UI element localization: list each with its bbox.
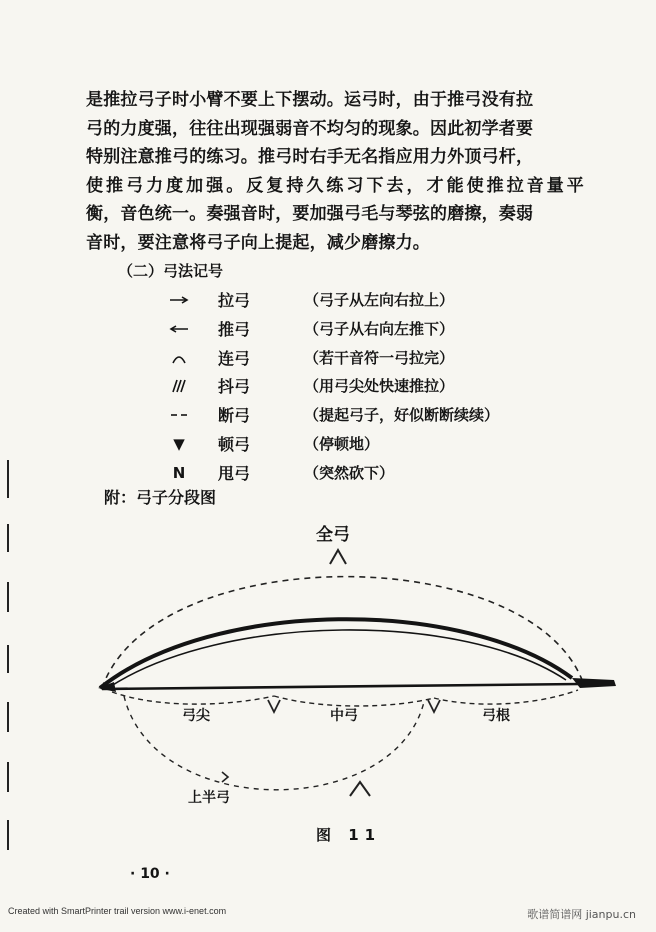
flick-n-icon: N <box>172 463 186 482</box>
bowing-mark-row <box>168 315 548 344</box>
bow-hair <box>102 684 580 689</box>
paragraph-line: 音时，要注意将弓子向上提起，减少磨擦力。 <box>86 232 430 253</box>
middle-label: 中弓 <box>330 708 358 724</box>
segment-divider-v <box>428 700 440 712</box>
bowing-marks-table <box>168 286 548 488</box>
pull-arrow-icon <box>168 290 190 310</box>
footer-watermark: 歌谱简谱网 jianpu.cn <box>527 908 636 921</box>
bowing-description: （弓子从右向左推下） <box>304 319 455 338</box>
dashes-icon <box>168 405 190 425</box>
bowing-description: （停顿地） <box>304 434 380 453</box>
bow-stick-inner <box>108 630 566 688</box>
bowing-mark-row <box>168 430 548 459</box>
bowing-term: 拉弓 <box>218 291 251 310</box>
footer-credit: Created with SmartPrinter trail version www.i-enet.com <box>8 906 227 916</box>
bowing-mark-row <box>168 372 548 401</box>
page-number: · 10 · <box>130 866 170 882</box>
paragraph-line: 是推拉弓子时小臂不要上下摆动。运弓时，由于推弓没有拉 <box>86 90 534 110</box>
full-bow-caret <box>330 550 346 564</box>
bowing-mark-row <box>168 286 548 315</box>
bowing-term: 甩弓 <box>218 463 251 483</box>
bowing-term: 连弓 <box>218 348 251 368</box>
upper-half-label: 上半弓 <box>188 790 230 806</box>
binding-margin-marks <box>0 0 20 932</box>
slur-arc-icon <box>168 348 190 368</box>
tremolo-slashes-icon <box>168 376 190 396</box>
paragraph-line: 使推弓力度加强。反复持久练习下去，才能使推拉音量平 <box>86 175 584 196</box>
bowing-description: （提起弓子，好似断断续续） <box>304 406 500 425</box>
staccato-triangle-icon: ▼ <box>173 434 185 453</box>
upper-half-caret <box>350 782 370 796</box>
bowing-description: （弓子从左向右拉上） <box>304 291 455 309</box>
push-arrow-icon <box>168 319 190 339</box>
segment-arc <box>112 692 274 704</box>
segment-arc <box>274 696 434 706</box>
segment-arc <box>434 690 578 704</box>
paragraph-line: 弓的力度强，往往出现强弱音不均匀的现象。因此初学者要 <box>86 118 534 139</box>
bowing-mark-row <box>168 344 548 373</box>
upper-half-pointer <box>222 772 228 782</box>
frog-label: 弓根 <box>482 708 510 724</box>
paragraph-line: 特别注意推弓的练习。推弓时右手无名指应用力外顶弓杆， <box>86 147 534 168</box>
bow-frog <box>572 678 616 688</box>
bowing-description: （用弓尖处快速推拉） <box>304 377 455 396</box>
segment-divider-v <box>268 700 280 712</box>
bowing-term: 顿弓 <box>218 434 251 454</box>
bowing-term: 抖弓 <box>218 377 251 397</box>
bowing-description: （若干音符一弓拉完） <box>304 348 455 367</box>
full-bow-arc <box>102 577 584 688</box>
bowing-description: （突然砍下） <box>304 463 395 482</box>
figure-caption: 图 11 <box>316 826 382 844</box>
body-paragraph <box>86 86 586 258</box>
bowing-mark-row <box>168 401 548 430</box>
paragraph-line: 衡，音色统一。奏强音时，要加强弓毛与琴弦的磨擦，奏弱 <box>86 204 534 225</box>
bowing-term: 断弓 <box>218 406 251 426</box>
full-bow-label: 全弓 <box>316 525 350 545</box>
bowing-mark-row <box>168 459 548 488</box>
tip-label: 弓尖 <box>182 708 210 724</box>
appendix-title: 附：弓子分段图 <box>104 488 217 507</box>
bowing-term: 推弓 <box>218 319 251 339</box>
section-heading: （二）弓法记号 <box>118 262 224 280</box>
bow-segment-diagram <box>94 520 634 824</box>
